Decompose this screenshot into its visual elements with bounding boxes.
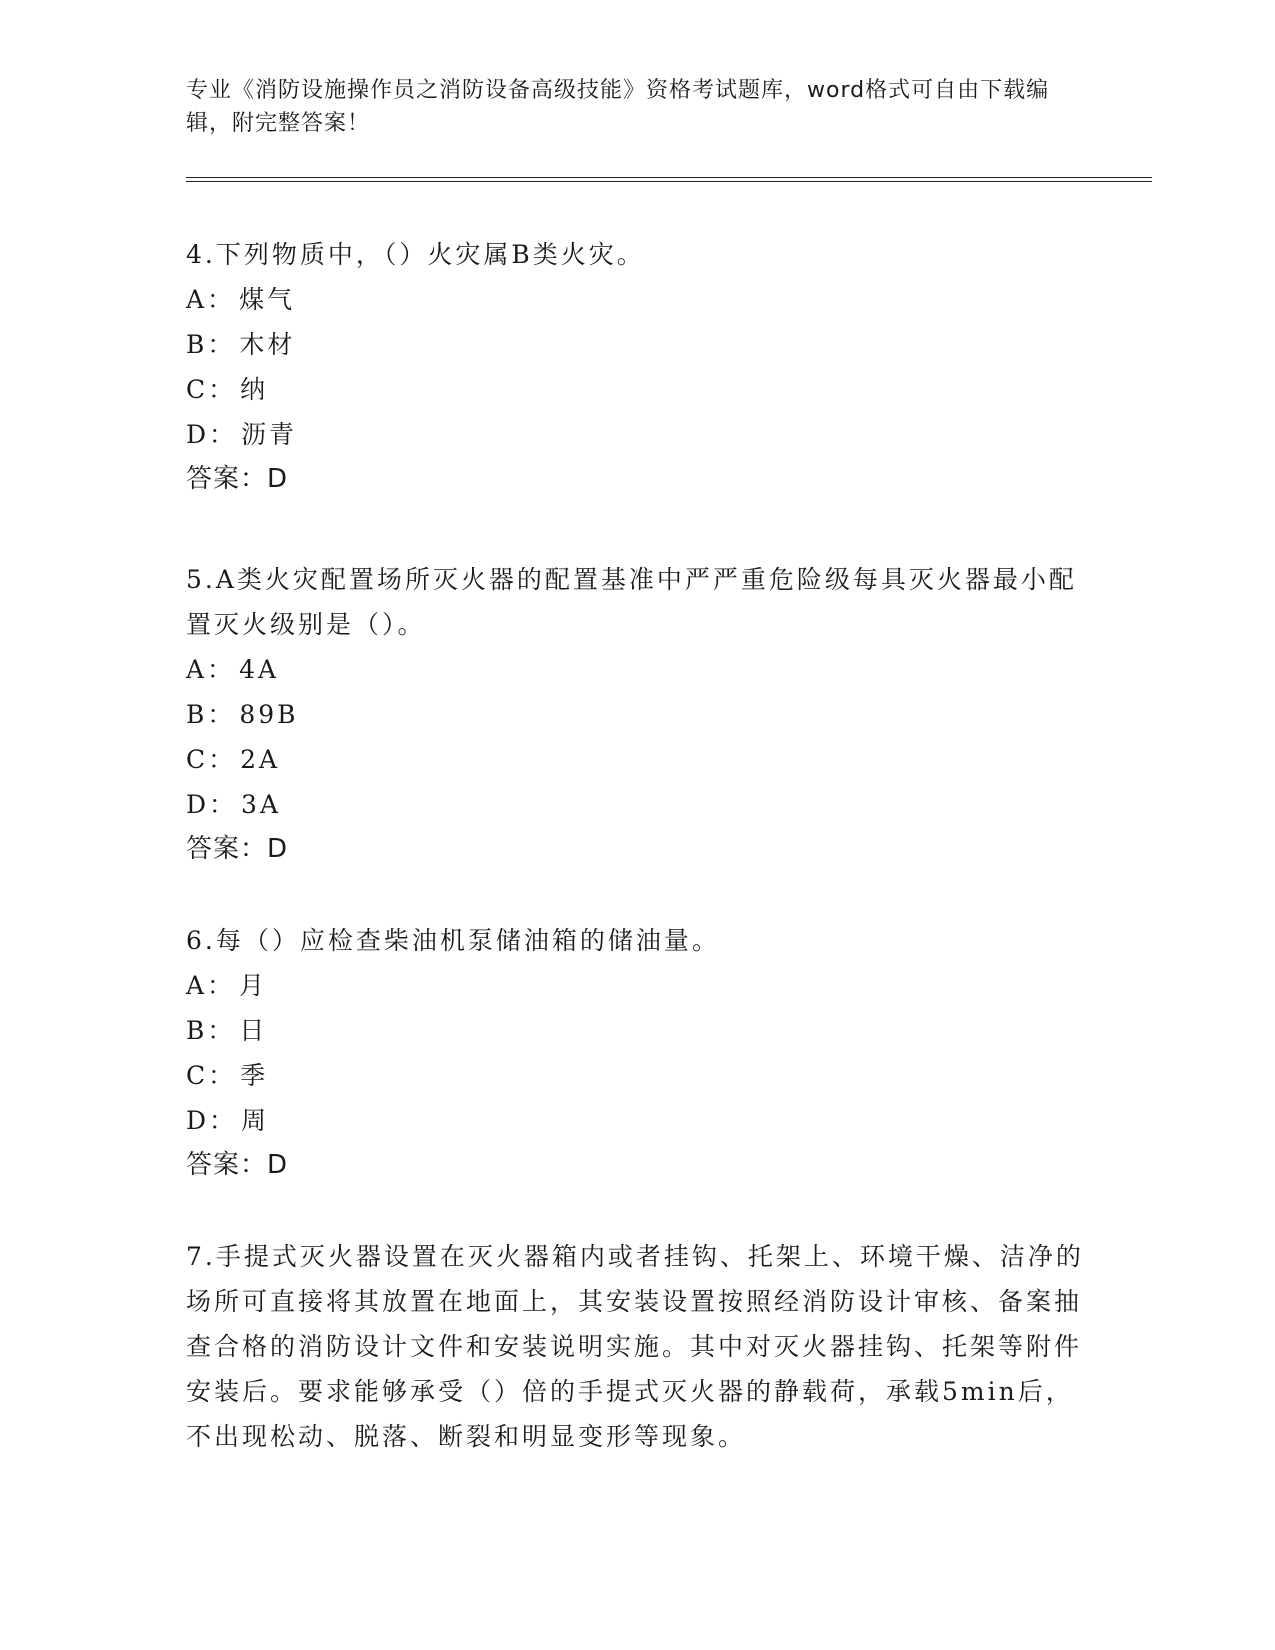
- header-divider-bottom: [186, 181, 1152, 182]
- question-stem: 4.下列物质中，（）火灾属B类火灾。: [186, 240, 645, 269]
- option-value: 89B: [239, 700, 299, 729]
- option-value: 月: [239, 971, 268, 1000]
- option-label: A：: [186, 285, 236, 314]
- option-value: 4A: [239, 655, 280, 684]
- option-value: 沥青: [241, 420, 298, 449]
- option-value: 2A: [240, 745, 281, 774]
- header-text: 专业《消防设施操作员之消防设备高级技能》资格考试题库，word格式可自由下载编辑，附完整答案！: [186, 78, 1050, 136]
- option-d: [186, 412, 1086, 457]
- option-label: A：: [186, 655, 236, 684]
- option-value: 周: [241, 1106, 270, 1135]
- option-label: C：: [186, 745, 237, 774]
- option-value: 日: [239, 1016, 268, 1045]
- option-label: B：: [186, 1016, 236, 1045]
- option-label: A：: [186, 971, 236, 1000]
- answer: 答案：D: [186, 1150, 289, 1180]
- option-label: B：: [186, 700, 236, 729]
- option-label: D：: [186, 420, 238, 449]
- option-b: [186, 692, 1086, 737]
- answer: 答案：D: [186, 464, 289, 494]
- document-header: [186, 74, 1066, 140]
- question-6: [186, 918, 1086, 1188]
- option-label: C：: [186, 1061, 237, 1090]
- option-a: [186, 647, 1086, 692]
- option-c: [186, 367, 1086, 412]
- option-value: 季: [240, 1061, 269, 1090]
- option-label: D：: [186, 790, 238, 819]
- option-label: C：: [186, 375, 237, 404]
- question-stem: 7.手提式灭火器设置在灭火器箱内或者挂钩、托架上、环境干燥、洁净的场所可直接将其放置在地面上，其安装设置按照经消防设计审核、备案抽查合格的消防设计文件和安装说明实施。其中对灭火器挂钩、托架等附件安装后。要求能够承受（）倍的手提式灭火器的静载荷，承载5min后，不出现松动、脱落、断裂和明显变形等现象。: [186, 1242, 1084, 1451]
- option-label: D：: [186, 1106, 238, 1135]
- option-value: 纳: [240, 375, 269, 404]
- option-a: [186, 277, 1086, 322]
- header-divider-top: [186, 177, 1152, 178]
- question-5: [186, 557, 1086, 872]
- option-value: 3A: [241, 790, 282, 819]
- option-value: 煤气: [239, 285, 296, 314]
- option-value: 木材: [239, 330, 296, 359]
- option-d: [186, 1098, 1086, 1143]
- question-stem: 5.A类火灾配置场所灭火器的配置基准中严严重危险级每具灭火器最小配置灭火级别是（）。: [186, 565, 1077, 639]
- question-4: [186, 232, 1086, 502]
- option-c: [186, 737, 1086, 782]
- answer: 答案：D: [186, 834, 289, 864]
- option-b: [186, 322, 1086, 367]
- option-a: [186, 963, 1086, 1008]
- option-b: [186, 1008, 1086, 1053]
- question-stem: 6.每（）应检查柴油机泵储油箱的储油量。: [186, 926, 720, 955]
- question-7: [186, 1234, 1086, 1459]
- option-label: B：: [186, 330, 236, 359]
- option-c: [186, 1053, 1086, 1098]
- option-d: [186, 782, 1086, 827]
